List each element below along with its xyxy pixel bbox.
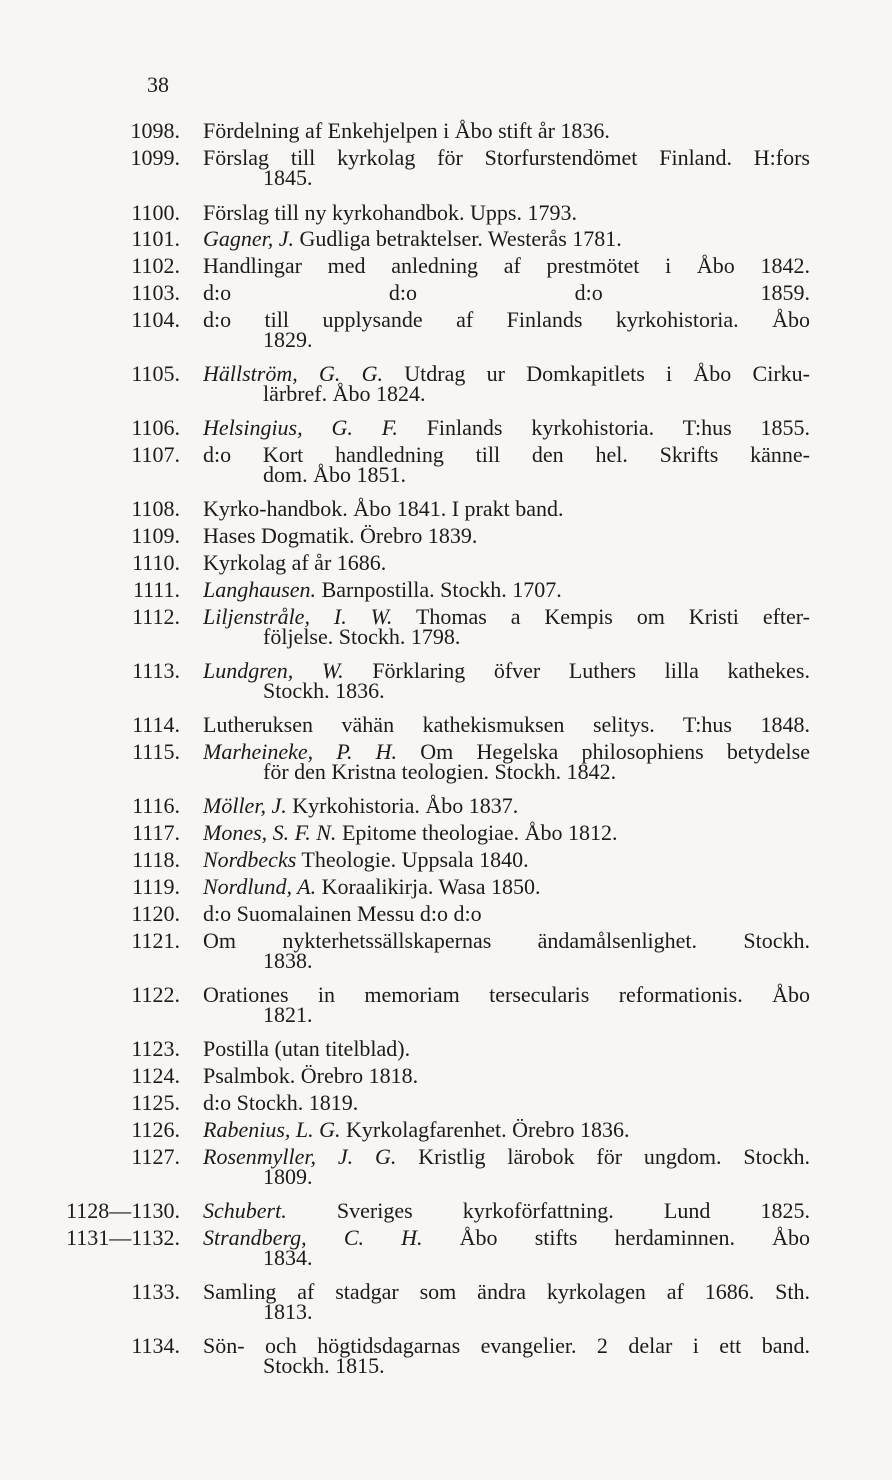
entry-number: 1115. <box>132 739 180 764</box>
entry-author: Rabenius, L. G. <box>203 1117 341 1142</box>
entry-author: Liljenstråle, I. W. <box>203 604 393 629</box>
entry-title: Om Hegelska philosophiens betydelse <box>420 739 810 764</box>
entry-title: d:o till upplysande af Finlands kyrkohistoria. Åbo <box>203 307 810 332</box>
entry-number: 1125. <box>131 1090 180 1115</box>
entry-number: 1121. <box>131 928 180 953</box>
entry-title-line <box>203 415 810 441</box>
entry-title: Barnpostilla. Stockh. 1707. <box>321 577 562 602</box>
entry-title-line <box>203 523 810 549</box>
entry-title-line <box>203 577 810 603</box>
entry-number: 1111. <box>132 577 180 602</box>
entry-title-line <box>203 1198 810 1224</box>
entry-number: 1103. <box>131 280 180 305</box>
entry-continuation: 1813. <box>263 1299 313 1324</box>
entry-author: Rosenmyller, J. G. <box>203 1144 397 1169</box>
entry-number: 1102. <box>131 253 180 278</box>
entry-number: 1101. <box>131 226 180 251</box>
entry-title: Förslag till kyrkolag för Storfurstendömet Finland. H:fors <box>203 145 810 170</box>
entry-title: d:o Stockh. 1819. <box>203 1090 359 1115</box>
entry-continuation: lärbref. Åbo 1824. <box>263 381 426 406</box>
entry-number: 1123. <box>131 1036 180 1061</box>
entry-title: Förslag till ny kyrkohandbok. Upps. 1793. <box>203 200 577 225</box>
entry-number: 1114. <box>132 712 180 737</box>
entry-author: Strandberg, C. H. <box>203 1225 423 1250</box>
entry-title: Utdrag ur Domkapitlets i Åbo Cirku- <box>404 361 810 386</box>
entry-title-line <box>203 874 810 900</box>
entry-title: Hases Dogmatik. Örebro 1839. <box>203 523 478 548</box>
entry-continuation: 1834. <box>263 1245 313 1270</box>
entry-number: 1134. <box>131 1333 180 1358</box>
entry-number: 1127. <box>131 1144 180 1169</box>
entry-title-line <box>203 253 810 279</box>
entry-title: Orationes in memoriam tersecularis reformationis. Åbo <box>203 982 810 1007</box>
entry-number: 1107. <box>131 442 180 467</box>
entry-author: Hällström, G. G. <box>203 361 384 386</box>
entry-author: Nordbecks <box>203 847 297 872</box>
entry-title-line <box>203 712 810 738</box>
entry-number: 1099. <box>130 145 180 170</box>
entry-continuation: 1821. <box>263 1002 313 1027</box>
entry-number: 1109. <box>131 523 180 548</box>
entry-title: Fördelning af Enkehjelpen i Åbo stift år 1836. <box>203 118 610 143</box>
entry-number: 1104. <box>131 307 180 332</box>
entry-number: 1116. <box>132 793 180 818</box>
entry-title: Kyrkolagfarenhet. Örebro 1836. <box>346 1117 630 1142</box>
entry-title-line <box>203 496 810 522</box>
entry-title: Gudliga betraktelser. Westerås 1781. <box>299 226 622 251</box>
entry-title: Handlingar med anledning af prestmötet i Åbo 1842. <box>203 253 810 278</box>
entry-title-line <box>203 847 810 873</box>
entry-number: 1108. <box>131 496 180 521</box>
entry-author: Schubert. <box>203 1198 287 1223</box>
entry-title: Thomas a Kempis om Kristi efter- <box>415 604 810 629</box>
entry-number: 1105. <box>131 361 180 386</box>
entry-number: 1120. <box>131 901 180 926</box>
entry-title: Lutheruksen vähän kathekismuksen selitys. T:hus 1848. <box>203 712 810 737</box>
entry-title: Kristlig lärobok för ungdom. Stockh. <box>418 1144 810 1169</box>
entry-title: Psalmbok. Örebro 1818. <box>203 1063 419 1088</box>
entry-title-line <box>203 1063 810 1089</box>
entry-continuation: Stockh. 1836. <box>263 678 385 703</box>
entry-title-line <box>203 1117 810 1143</box>
entry-title: Epitome theologiae. Åbo 1812. <box>341 820 618 845</box>
entry-title: Förklaring öfver Luthers lilla kathekes. <box>372 658 810 683</box>
page-number: 38 <box>147 72 169 97</box>
entry-title: Koraalikirja. Wasa 1850. <box>321 874 541 899</box>
entry-title: Åbo stifts herdaminnen. Åbo <box>459 1225 810 1250</box>
entry-number: 1110. <box>132 550 180 575</box>
entry-continuation: 1809. <box>263 1164 313 1189</box>
entry-title-line <box>203 280 810 306</box>
entry-number: 1131—1132. <box>66 1225 180 1250</box>
entry-number: 1112. <box>132 604 180 629</box>
entry-title-line <box>203 118 810 144</box>
entry-author: Möller, J. <box>203 793 287 818</box>
entry-title: Om nykterhetssällskapernas ändamålsenlighet. Stockh. <box>203 928 810 953</box>
entry-title: Kyrkohistoria. Åbo 1837. <box>292 793 519 818</box>
entry-continuation: för den Kristna teologien. Stockh. 1842. <box>263 759 617 784</box>
entry-title: Sön- och högtidsdagarnas evangelier. 2 delar i ett band. <box>203 1333 810 1358</box>
entry-number: 1098. <box>130 118 180 143</box>
entry-author: Nordlund, A. <box>203 874 317 899</box>
entry-title: d:o d:o d:o 1859. <box>203 280 810 305</box>
entry-continuation: 1845. <box>263 165 313 190</box>
entry-title: Kyrkolag af år 1686. <box>203 550 387 575</box>
entry-title: Finlands kyrkohistoria. T:hus 1855. <box>426 415 810 440</box>
entry-title-line <box>203 200 810 226</box>
entry-title: d:o Kort handledning till den hel. Skrifts känne- <box>203 442 810 467</box>
entry-title-line <box>203 226 810 252</box>
entry-title: Samling af stadgar som ändra kyrkolagen af 1686. Sth. <box>203 1279 810 1304</box>
entry-number: 1122. <box>131 982 180 1007</box>
entry-title-line <box>203 901 810 927</box>
entry-number: 1117. <box>132 820 180 845</box>
entry-title-line <box>203 550 810 576</box>
entry-number: 1119. <box>132 874 180 899</box>
entry-continuation: följelse. Stockh. 1798. <box>263 624 461 649</box>
entry-author: Lundgren, W. <box>203 658 344 683</box>
entry-continuation: 1829. <box>263 327 313 352</box>
entry-title: Theologie. Uppsala 1840. <box>301 847 529 872</box>
entry-number: 1124. <box>131 1063 180 1088</box>
entry-title-line <box>203 820 810 846</box>
entry-number: 1128—1130. <box>66 1198 180 1223</box>
entry-number: 1126. <box>131 1117 180 1142</box>
entry-title-line <box>203 1090 810 1116</box>
entry-title: d:o Suomalainen Messu d:o d:o <box>203 901 482 926</box>
entry-title-line <box>203 1036 810 1062</box>
entry-number: 1133. <box>131 1279 180 1304</box>
entry-title-line <box>203 793 810 819</box>
entry-number: 1106. <box>131 415 180 440</box>
entry-author: Gagner, J. <box>203 226 295 251</box>
entry-author: Helsingius, G. F. <box>203 415 398 440</box>
entry-author: Langhausen. <box>203 577 317 602</box>
entry-number: 1100. <box>131 200 180 225</box>
entry-continuation: dom. Åbo 1851. <box>263 462 406 487</box>
entry-title: Kyrko-handbok. Åbo 1841. I prakt band. <box>203 496 564 521</box>
entry-title: Sveriges kyrkoförfattning. Lund 1825. <box>336 1198 810 1223</box>
entry-author: Marheineke, P. H. <box>203 739 398 764</box>
entry-title: Postilla (utan titelblad). <box>203 1036 411 1061</box>
entry-author: Mones, S. F. N. <box>203 820 337 845</box>
entry-continuation: Stockh. 1815. <box>263 1353 385 1378</box>
entry-number: 1113. <box>132 658 180 683</box>
entry-continuation: 1838. <box>263 948 313 973</box>
entry-number: 1118. <box>132 847 180 872</box>
